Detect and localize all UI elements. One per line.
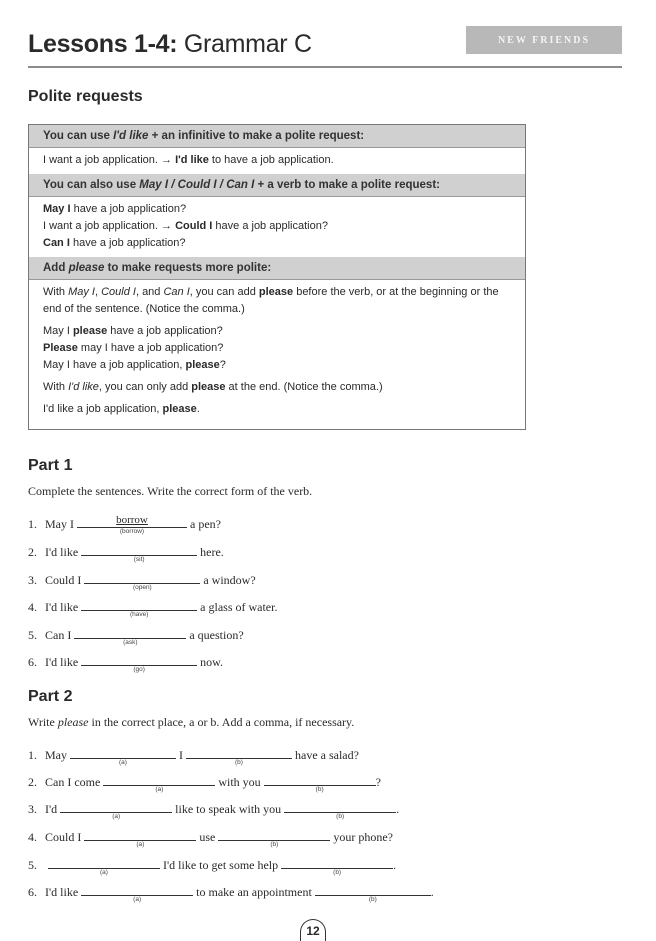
part2-instruction: Write please in the correct place, a or b. Add a comma, if necessary. bbox=[28, 715, 355, 729]
rule-header-1: You can use I'd like + an infinitive to make a polite request: bbox=[29, 125, 525, 147]
polite-requests-title: Polite requests bbox=[28, 88, 143, 105]
answer-blank[interactable] bbox=[81, 597, 197, 618]
title-rest: Grammar C bbox=[177, 30, 312, 58]
page-title bbox=[28, 30, 312, 59]
part2-item-2: 2. Can I come (a) with you (b) ? bbox=[28, 772, 381, 788]
blank-a[interactable]: (a) bbox=[84, 827, 196, 841]
part1-item-2: 2. I'd like (sit) here. bbox=[28, 542, 224, 558]
part2-item-1: 1. May (a) I (b) have a salad? bbox=[28, 745, 359, 761]
example-2c: Can I have a job application? bbox=[43, 237, 186, 249]
page-number: 12 bbox=[300, 919, 326, 941]
part1-item-5: 5. Can I (ask) a question? bbox=[28, 625, 244, 641]
part2-item-6: 6. I'd like (a) to make an appointment (b) . bbox=[28, 882, 434, 898]
part1-item-3: 3. Could I (open) a window? bbox=[28, 570, 256, 586]
header-rule bbox=[28, 66, 622, 68]
blank-b[interactable]: (b) bbox=[284, 799, 396, 813]
title-bold: Lessons 1-4: bbox=[28, 30, 178, 58]
example-3c: Please may I have a job application? bbox=[43, 342, 224, 354]
blank-b[interactable]: (b) bbox=[264, 772, 376, 786]
blank-b[interactable]: (b) bbox=[186, 745, 292, 759]
example-3a: With May I, Could I, and Can I, you can add please before the verb, or at the beginning or the end of the sentence. (Notice the comma.) bbox=[43, 286, 499, 315]
example-2a: May I have a job application? bbox=[43, 203, 187, 215]
blank-b[interactable]: (b) bbox=[281, 855, 393, 869]
verb-hint: (have) bbox=[129, 611, 149, 618]
verb-hint: (sit) bbox=[133, 556, 145, 563]
verb-hint: (ask) bbox=[123, 639, 138, 646]
example-3f: I'd like a job application, please. bbox=[43, 403, 200, 415]
rule-header-2: You can also use May I / Could I / Can I + a verb to make a polite request: bbox=[29, 174, 525, 196]
answer-text: borrow bbox=[116, 514, 148, 526]
rule-body-2 bbox=[29, 196, 525, 257]
grammar-box bbox=[28, 124, 526, 430]
blank-a[interactable]: (a) bbox=[48, 855, 160, 869]
part1-item-4: 4. I'd like (have) a glass of water. bbox=[28, 597, 277, 613]
page-header bbox=[28, 26, 622, 68]
blank-a[interactable]: (a) bbox=[103, 772, 215, 786]
blank-b[interactable]: (b) bbox=[218, 827, 330, 841]
blank-a[interactable]: (a) bbox=[60, 799, 172, 813]
example-3b: May I please have a job application? bbox=[43, 325, 223, 337]
verb-hint: (go) bbox=[133, 666, 145, 673]
rule-header-3: Add please to make requests more polite: bbox=[29, 257, 525, 279]
part2-title: Part 2 bbox=[28, 688, 73, 705]
part1-instruction: Complete the sentences. Write the correct form of the verb. bbox=[28, 484, 313, 498]
verb-hint: (borrow) bbox=[119, 528, 145, 535]
part2-item-3: 3. I'd (a) like to speak with you (b) . bbox=[28, 799, 399, 815]
example-1: I want a job application. → I'd like to have a job application. bbox=[43, 154, 334, 166]
part2-item-5: 5. (a) I'd like to get some help (b) . bbox=[28, 855, 396, 871]
part1-item-6: 6. I'd like (go) now. bbox=[28, 652, 223, 668]
example-3e: With I'd like, you can only add please at the end. (Notice the comma.) bbox=[43, 381, 383, 393]
verb-hint: (open) bbox=[132, 584, 152, 591]
part1-title: Part 1 bbox=[28, 457, 73, 474]
example-3d: May I have a job application, please? bbox=[43, 359, 226, 371]
blank-a[interactable]: (a) bbox=[81, 882, 193, 896]
blank-a[interactable]: (a) bbox=[70, 745, 176, 759]
part1-item-1: 1. May I borrow (borrow) a pen? bbox=[28, 514, 221, 535]
series-badge: NEW FRIENDS bbox=[466, 26, 622, 54]
rule-body-1 bbox=[29, 147, 525, 174]
rule-body-3 bbox=[29, 279, 525, 423]
example-2b: I want a job application. → Could I have a job application? bbox=[43, 220, 328, 232]
part2-item-4: 4. Could I (a) use (b) your phone? bbox=[28, 827, 393, 843]
blank-b[interactable]: (b) bbox=[315, 882, 431, 896]
